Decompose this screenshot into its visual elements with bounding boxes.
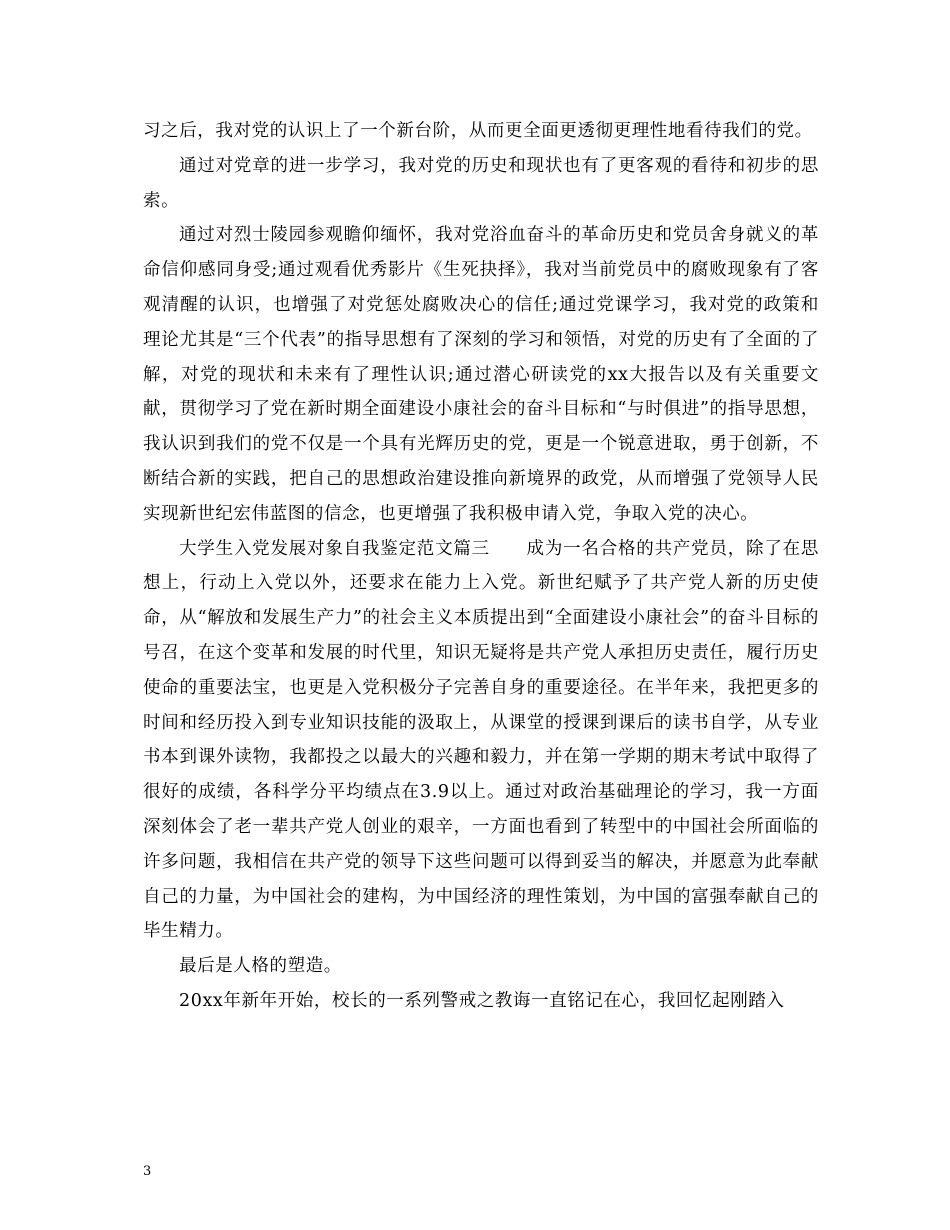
page-number: 3 — [143, 1164, 152, 1179]
paragraph: 大学生入党发展对象自我鉴定范文篇三 成为一名合格的共产党员，除了在思想上，行动上入党以外，还要求在能力上入党。新世纪赋予了共产党人新的历史使命，从“解放和发展生产力”的社会主义本质提出到“全面建设小康社会”的奋斗目标的号召，在这个变革和发展的时代里，知识无疑将是共产党人承担历史责任，履行历史使命的重要法宝，也更是入党积极分子完善自身的重要途径。在半年来，我把更多的时间和经历投入到专业知识技能的汲取上，从课堂的授课到课后的读书自学，从专业书本到课外读物，我都投之以最大的兴趣和毅力，并在第一学期的期末考试中取得了很好的成绩，各科学分平均绩点在3.9以上。通过对政治基础理论的学习，我一方面深刻体会了老一辈共产党人创业的艰辛，一方面也看到了转型中的中国社会所面临的许多问题，我相信在共产党的领导下这些问题可以得到妥当的解决，并愿意为此奉献自己的力量，为中国社会的建构，为中国经济的理性策划，为中国的富强奉献自己的毕生精力。 — [143, 538, 819, 942]
body-text — [143, 114, 819, 1019]
paragraph: 20xx年新年开始，校长的一系列警戒之教诲一直铭记在心，我回忆起刚踏入 — [179, 990, 785, 1011]
paragraph: 通过对党章的进一步学习，我对党的历史和现状也有了更客观的看待和初步的思索。 — [143, 155, 819, 211]
paragraph: 最后是人格的塑造。 — [179, 956, 342, 977]
paragraph: 通过对烈士陵园参观瞻仰缅怀，我对党浴血奋斗的革命历史和党员舍身就义的革命信仰感同身受;通过观看优秀影片《生死抉择》，我对当前党员中的腐败现象有了客观清醒的认识，也增强了对党惩处腐败决心的信任;通过党课学习，我对党的政策和理论尤其是“三个代表”的指导思想有了深刻的学习和领悟，对党的历史有了全面的了解，对党的现状和未来有了理性认识;通过潜心研读党的xx大报告以及有关重要文献，贯彻学习了党在新时期全面建设小康社会的奋斗目标和“与时俱进”的指导思想，我认识到我们的党不仅是一个具有光辉历史的党，更是一个锐意进取，勇于创新，不断结合新的实践，把自己的思想政治建设推向新境界的政党，从而增强了党领导人民实现新世纪宏伟蓝图的信念，也更增强了我积极申请入党，争取入党的决心。 — [143, 225, 819, 524]
paragraph: 习之后，我对党的认识上了一个新台阶，从而更全面更透彻更理性地看待我们的党。 — [143, 121, 813, 141]
